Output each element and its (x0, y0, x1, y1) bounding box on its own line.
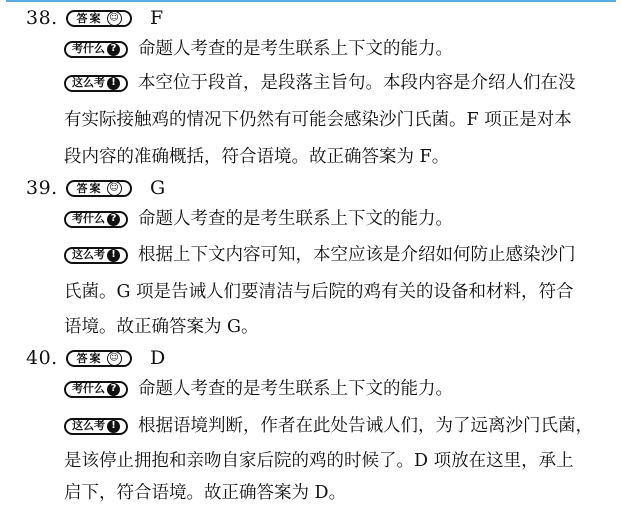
question-mark-icon: ? (107, 213, 120, 226)
why-text: 命题人考查的是考生联系上下文的能力。 (138, 39, 453, 59)
answer-value: D (150, 347, 166, 369)
answer-badge-label: 答案 (76, 12, 103, 25)
question-mark-icon: ? (107, 43, 120, 56)
question-mark-icon: ? (107, 383, 120, 396)
how-text-line-3: 语境。故正确答案为 G。 (64, 317, 259, 337)
how-text-line-2: 有实际接触鸡的情况下仍然有可能会感染沙门氏菌。F 项正是对本 (64, 110, 572, 130)
exclamation-icon: ! (107, 249, 120, 262)
question-header-38 (26, 6, 163, 30)
answer-badge (66, 10, 132, 27)
exclamation-icon: ! (107, 77, 120, 90)
smile-icon: ☺ (107, 181, 122, 196)
how-badge-label: 这么考 (72, 76, 105, 89)
question-number: 39. (26, 177, 58, 199)
how-badge (64, 247, 128, 264)
how-text-line-1: 根据上下文内容可知，本空应该是介绍如何防止感染沙门 (138, 245, 576, 265)
answer-badge (66, 180, 132, 197)
how-badge-label: 这么考 (72, 248, 105, 261)
question-number: 38. (26, 7, 58, 29)
smile-icon: ☺ (107, 11, 122, 26)
how-text-line-1: 本空位于段首，是段落主旨句。本段内容是介绍人们在没 (138, 73, 576, 93)
why-text: 命题人考查的是考生联系上下文的能力。 (138, 209, 453, 229)
why-badge-label: 考什么 (72, 42, 105, 55)
how-badge (64, 418, 128, 435)
answer-badge (66, 350, 132, 367)
exclamation-icon: ! (107, 420, 120, 433)
question-number: 40. (26, 347, 58, 369)
how-text-line-1: 根据语境判断，作者在此处告诫人们，为了远离沙门氏菌， (138, 416, 593, 436)
answer-badge-label: 答案 (76, 352, 103, 365)
how-badge-label: 这么考 (72, 419, 105, 432)
how-row-38 (64, 68, 608, 98)
why-badge (64, 211, 128, 228)
why-badge-label: 考什么 (72, 212, 105, 225)
how-text-line-2: 是该停止拥抱和亲吻自家后院的鸡的时候了。D 项放在这里，承上 (64, 451, 574, 471)
how-badge (64, 75, 128, 92)
answer-badge-label: 答案 (76, 182, 103, 195)
why-row-38 (64, 34, 608, 64)
why-badge (64, 381, 128, 398)
why-badge-label: 考什么 (72, 382, 105, 395)
question-header-40 (26, 346, 165, 370)
why-row-39 (64, 204, 608, 234)
how-text-line-2: 氏菌。G 项是告诫人们要清洁与后院的鸡有关的设备和材料，符合 (64, 282, 574, 302)
how-text-line-3: 段内容的准确概括，符合语境。故正确答案为 F。 (64, 147, 450, 167)
why-text: 命题人考查的是考生联系上下文的能力。 (138, 379, 453, 399)
answer-value: G (150, 177, 166, 199)
how-row-40 (64, 411, 608, 441)
how-row-39 (64, 240, 608, 270)
question-header-39 (26, 176, 165, 200)
answer-value: F (150, 7, 164, 29)
why-row-40 (64, 374, 608, 404)
smile-icon: ☺ (107, 351, 122, 366)
how-text-line-3: 启下，符合语境。故正确答案为 D。 (64, 483, 347, 503)
top-rule (6, 0, 616, 2)
why-badge (64, 41, 128, 58)
